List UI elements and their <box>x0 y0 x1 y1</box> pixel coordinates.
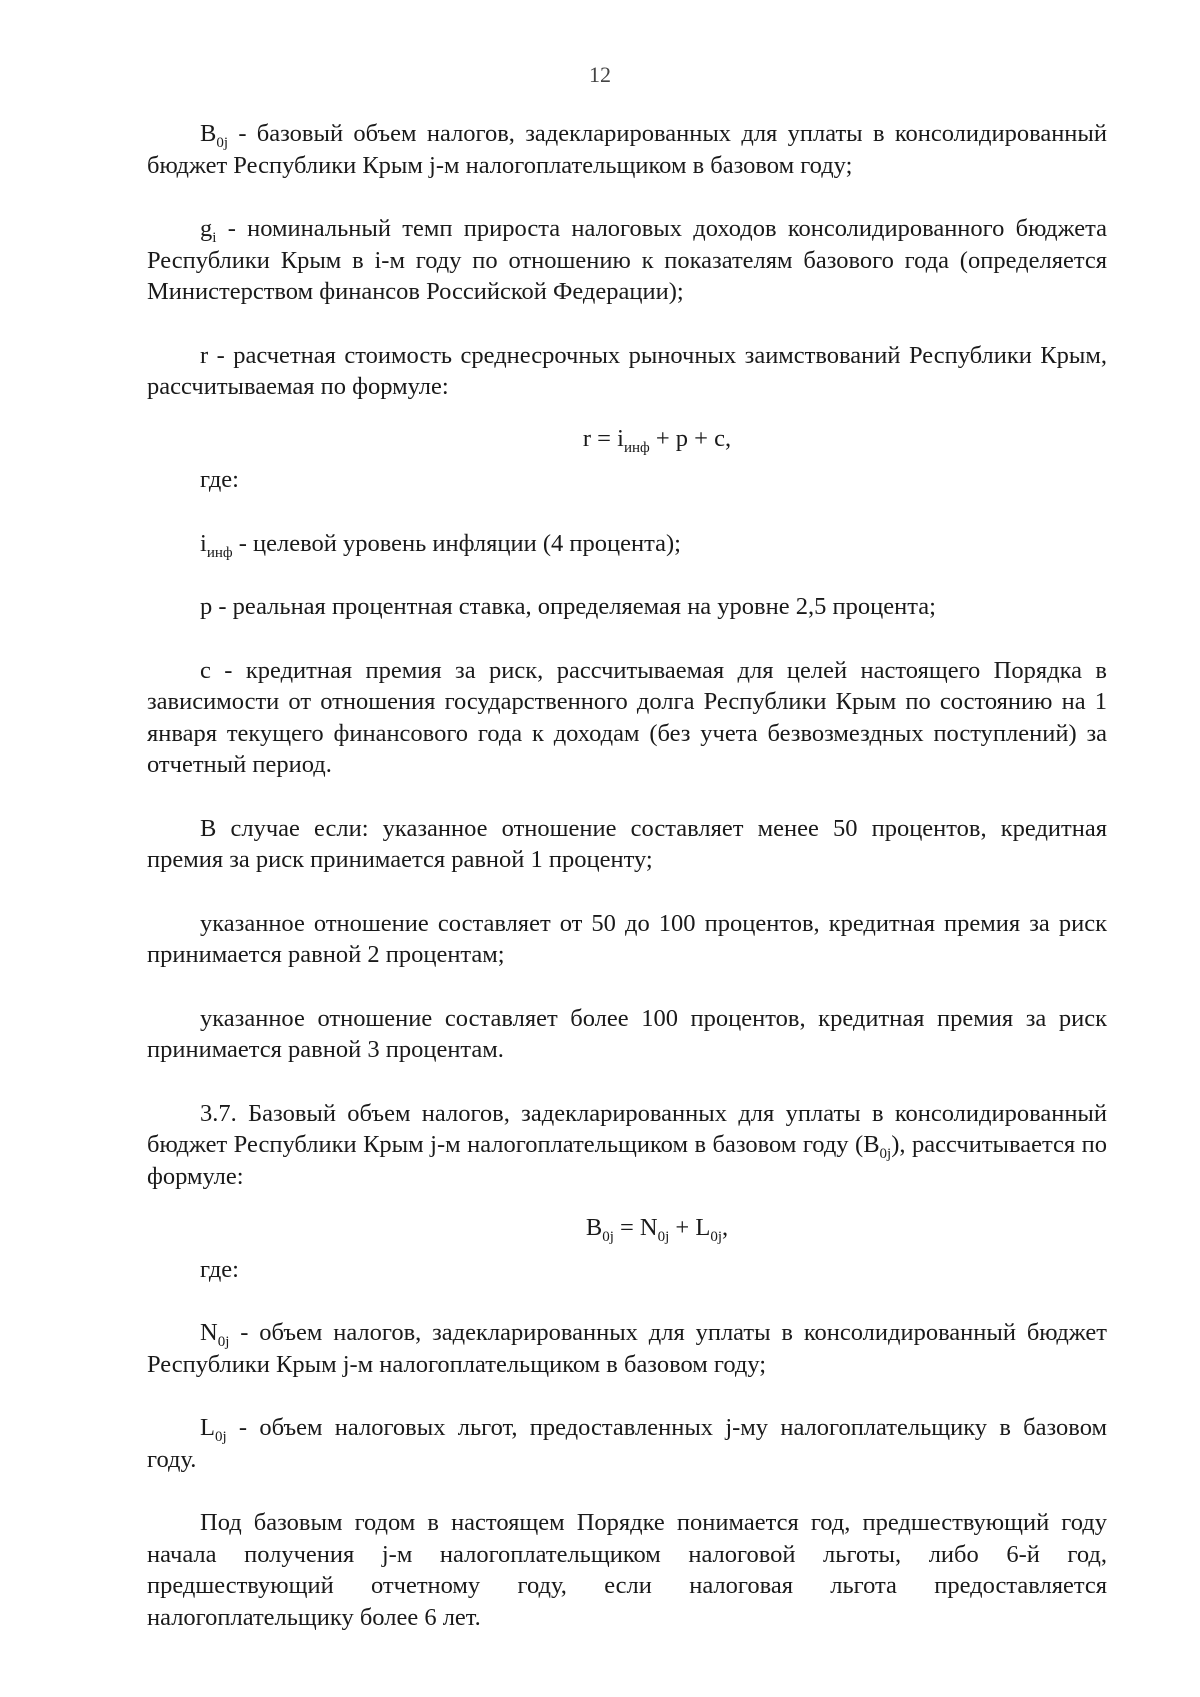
case-less-50: В случае если: указанное отношение составляет менее 50 процентов, кредитная премия за риск принимается равной 1 проценту; <box>147 814 1107 873</box>
definition-n0j <box>147 1317 1107 1380</box>
subscript: инф <box>206 544 233 561</box>
symbol: B <box>200 120 217 147</box>
symbol: L <box>200 1414 215 1441</box>
where-label: где: <box>200 1255 239 1283</box>
subscript: 0j <box>217 1333 230 1350</box>
symbol: N <box>200 1319 218 1346</box>
case-more-100: указанное отношение составляет более 100 процентов, кредитная премия за риск принимается равной 3 процентам. <box>147 1004 1107 1063</box>
case-50-100: указанное отношение составляет от 50 до 100 процентов, кредитная премия за риск принимается равной 2 процентам; <box>147 909 1107 968</box>
base-year-definition: Под базовым годом в настоящем Порядке понимается год, предшествующий году начала получения j-м налогоплательщиком налоговой льготы, либо 6-й год, предшествующий отчетному году, если налоговая льгота предоставляется налогоплательщику более 6 лет. <box>147 1509 1107 1631</box>
subscript: 0j <box>216 134 229 151</box>
symbol: g <box>200 215 213 242</box>
definition-c: c - кредитная премия за риск, рассчитываемая для целей настоящего Порядка в зависимости от отношения государственного долга Республики Крым по состоянию на 1 января текущего финансового года к доходам (без учета безвозмездных поступлений) за отчетный период. <box>147 656 1107 778</box>
subscript: 0j <box>214 1428 227 1445</box>
symbol: i <box>200 529 207 557</box>
definition-text: - номинальный темп прироста налоговых доходов консолидированного бюджета Республики Крым в i-м году по отношению к показателям базового года (определяется Министерством финансов Российской Федерации); <box>147 215 1107 305</box>
definition-text: - объем налоговых льгот, предоставленных j-му налогоплательщику в базовом году. <box>147 1414 1107 1473</box>
section-3-7: 3.7. Базовый объем налогов, задекларированных для уплаты в консолидированный бюджет Республики Крым j-м налогоплательщиком в базовом году $(B_{0j})$, рассчитывается по формуле: <box>147 1099 1107 1190</box>
document-body <box>147 118 1107 1665</box>
page-number: 12 <box>589 62 611 87</box>
definition-b0j <box>147 118 1107 181</box>
definition-gi <box>147 213 1107 308</box>
formula-r: $r = i_{инф} + p + c$, <box>582 424 732 456</box>
definition-l0j <box>147 1412 1107 1475</box>
where-label: где: <box>200 466 239 493</box>
definition-r: r - расчетная стоимость среднесрочных рыночных заимствований Республики Крым, рассчитываемая по формуле: <box>147 341 1107 400</box>
subscript: i <box>212 229 217 246</box>
formula-b0j: $B_{0j} = N_{0j} + L_{0j}$, <box>585 1214 729 1245</box>
definition-text: - объем налогов, задекларированных для уплаты в консолидированный бюджет Республики Крым j-м налогоплательщиком в базовом году; <box>147 1319 1107 1378</box>
definition-text: - целевой уровень инфляции (4 процента); <box>232 529 681 557</box>
definition-iinf <box>147 528 1107 560</box>
definition-p: p - реальная процентная ставка, определяемая на уровне 2,5 процента; <box>200 593 936 620</box>
definition-text: - базовый объем налогов, задекларированных для уплаты в консолидированный бюджет Республики Крым j-м налогоплательщиком в базовом году; <box>147 120 1107 179</box>
